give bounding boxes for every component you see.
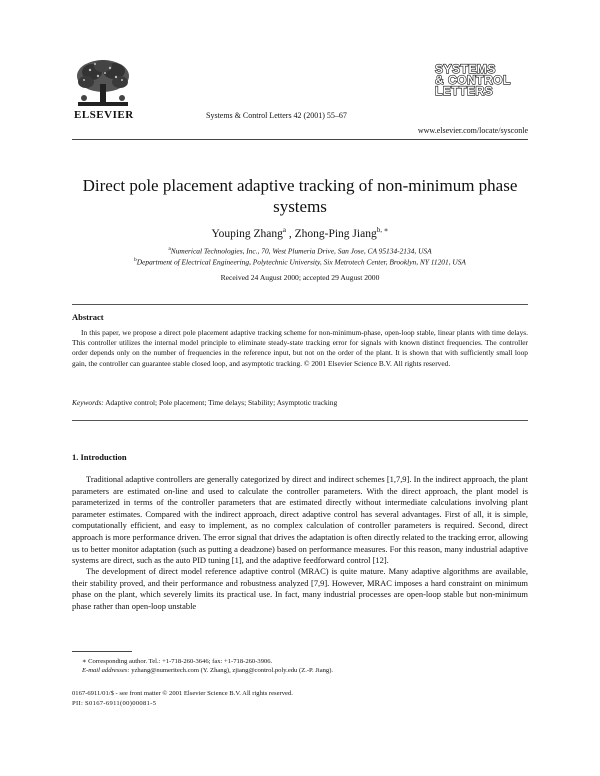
keywords xyxy=(72,398,528,407)
abstract-bottom-divider xyxy=(72,420,528,421)
abstract-top-divider xyxy=(72,304,528,305)
affiliation-marker: a xyxy=(168,246,171,252)
affiliation xyxy=(72,257,528,266)
abstract-heading: Abstract xyxy=(72,312,104,322)
keywords-label: Keywords: xyxy=(72,398,104,407)
journal-logo xyxy=(435,64,527,97)
affiliation-marker: b xyxy=(134,257,137,263)
footnote-divider xyxy=(72,651,132,652)
abstract-text: In this paper, we propose a direct pole placement adaptive tracking scheme for non-minimum-phase, open-loop stable, linear plants with time delays. This controller utilizes the internal model principle to eliminate steady-state tracking error for signals with known distinct frequencies. The controller order depends only on the number of frequencies in the reference input, but not on the order of the plant. It is shown that with sufficiently small loop gain, the controller can guarantee stable closed loop, and asymptotic tracking. © 2001 Elsevier Science B.V. All rights reserved. xyxy=(72,328,528,368)
pii-identifier: PII: S0167-6911(00)00081-5 xyxy=(72,700,157,707)
author-name: Zhong-Ping Jiang xyxy=(294,227,377,240)
journal-logo-line: LETTERS xyxy=(435,84,494,98)
keywords-text: Adaptive control; Pole placement; Time delays; Stability; Asymptotic tracking xyxy=(103,398,338,407)
tree-logo-icon xyxy=(72,58,134,110)
affiliation-text: Department of Electrical Engineering, Polytechnic University, Six Metrotech Center, Brooklyn, NY 11201, USA xyxy=(136,257,466,267)
body-paragraph: Traditional adaptive controllers are generally categorized by direct and indirect schemes [1,7,9]. In the indirect approach, the plant parameters are estimated on-line and used to calculate the controller parameters. With the direct approach, the plant model is parameterized in terms of the controller parameters that are estimated directly without intermediate calculations involving plant parameter estimates. Compared with the indirect approach, direct adaptive control has several advantages. First of all, it is simple, computationally efficient, and easy to implement, as no complex calculation of controller parameters is required. Second, direct approach is more performance driven. The error signal that drives the adaptation is often directly related to the tracking error, allowing us to better monitor adaptation (such as putting a deadzone) based on performance measures. For this reason, many industrial adaptive systems are direct, such as the auto PID tuning [1], and the adaptive feedforward control [12]. xyxy=(72,474,528,566)
journal-citation: Systems & Control Letters 42 (2001) 55–67 xyxy=(206,111,347,120)
section-heading: 1. Introduction xyxy=(72,452,127,462)
body-paragraph: The development of direct model reference adaptive control (MRAC) is quite mature. Many adaptive algorithms are available, their stability proved, and their performance and robustness analyzed [7,9]. However, MRAC imposes a hard constraint on minimum phase on the plant, which severely limits its practical use. In fact, many industrial processes are open-loop stable but non-minimum phase rather than open-loop unstable xyxy=(72,566,528,611)
journal-url-link[interactable]: www.elsevier.com/locate/sysconle xyxy=(417,126,528,135)
journal-logo-line: & CONTROL xyxy=(435,73,511,87)
email-addresses[interactable]: yzhang@numeritech.com (Y. Zhang), zjiang@control.poly.edu (Z.-P. Jiang). xyxy=(129,667,334,674)
email-label: E-mail addresses: xyxy=(82,667,130,674)
publisher-name: ELSEVIER xyxy=(74,109,134,121)
article-title: Direct pole placement adaptive tracking of non-minimum phase systems xyxy=(82,176,518,216)
author-name: Youping Zhang xyxy=(211,227,283,240)
author-separator: , xyxy=(285,227,295,240)
affiliation xyxy=(72,246,528,255)
copyright-line: 0167-6911/01/$ - see front matter © 2001 Elsevier Science B.V. All rights reserved. xyxy=(72,690,293,697)
affiliation-text: Numerical Technologies, Inc., 70, West Plumeria Drive, San Jose, CA 95134-2134, USA xyxy=(170,246,432,256)
received-dates: Received 24 August 2000; accepted 29 August 2000 xyxy=(220,273,380,282)
journal-logo-line: SYSTEMS xyxy=(435,62,496,76)
header-divider xyxy=(72,139,528,140)
author-affil-marker: a xyxy=(282,226,286,234)
email-footnote xyxy=(72,667,528,674)
author-affil-marker: b, ∗ xyxy=(376,226,389,234)
corresponding-author-footnote: ∗ Corresponding author. Tel.: +1-718-260-3646; fax: +1-718-260-3906. xyxy=(82,658,273,665)
author-list xyxy=(72,226,528,240)
